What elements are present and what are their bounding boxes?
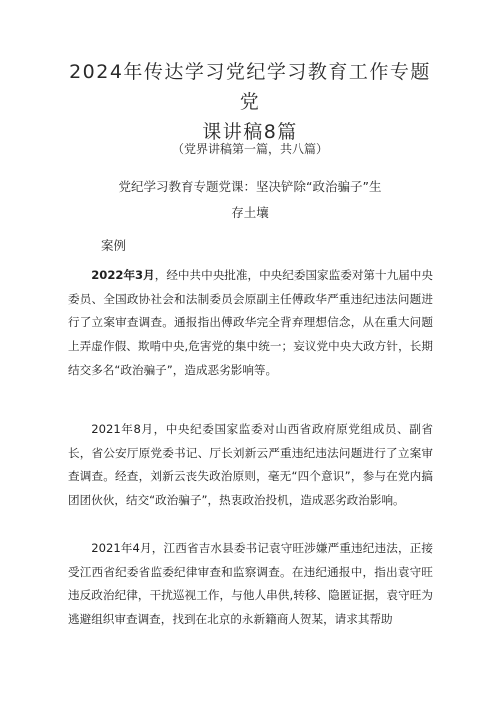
document-title-line-2: 课讲稿8篇 xyxy=(202,121,298,143)
document-title xyxy=(60,57,440,147)
paragraph-case-2 xyxy=(68,418,433,513)
paragraph-case-1-lead: 2022年3月 xyxy=(91,268,155,282)
paragraph-case-1 xyxy=(68,264,433,383)
section-heading-case: 案例 xyxy=(101,238,127,253)
lecture-title-line-2: 存土壤 xyxy=(231,205,269,220)
paragraph-case-2-text: 2021年8月，中央纪委国家监委对山西省政府原党组成员、副省长，省公安厅原党委书记、厅长刘新云严重违纪违法问题进行了立案审查调查。经查，刘新云丧失政治原则，毫无“四个意识”，参与在党内搞团团伙伙，结交“政治骗子”，热衷政治投机，造成恶劣政治影响。 xyxy=(68,422,433,508)
lecture-title xyxy=(90,174,410,226)
lecture-title-line-1: 党纪学习教育专题党课：坚决铲除“政治骗子”生 xyxy=(118,179,382,194)
paragraph-case-3-text: 2021年4月，江西省吉水县委书记袁守旺涉嫌严重违纪违法，正接受江西省纪委省监委纪律审查和监察调查。在违纪通报中，指出袁守旺违反政治纪律，干扰巡视工作，与他人串供,转移、隐匿证据，袁守旺为逃避组织审查调查，找到在北京的永新籍商人贺某，请求其帮助 xyxy=(68,541,433,627)
document-subtitle: （党界讲稿第一篇，共八篇） xyxy=(171,142,328,156)
paragraph-case-1-text: ，经中共中央批准，中央纪委国家监委对第十九届中央委员、全国政协社会和法制委员会原副主任傅政华严重违纪违法问题进行了立案审查调查。通报指出傅政华完全背弃理想信念，从在重大问题上弄虚作假、欺啃中央,危害党的集中统一；妄议党中央大政方针，长期结交多名“政治骗子”，造成恶劣影响等。 xyxy=(68,268,433,377)
paragraph-case-3 xyxy=(68,537,433,632)
document-title-line-1: 2024年传达学习党纪学习教育工作专题党 xyxy=(69,61,431,113)
